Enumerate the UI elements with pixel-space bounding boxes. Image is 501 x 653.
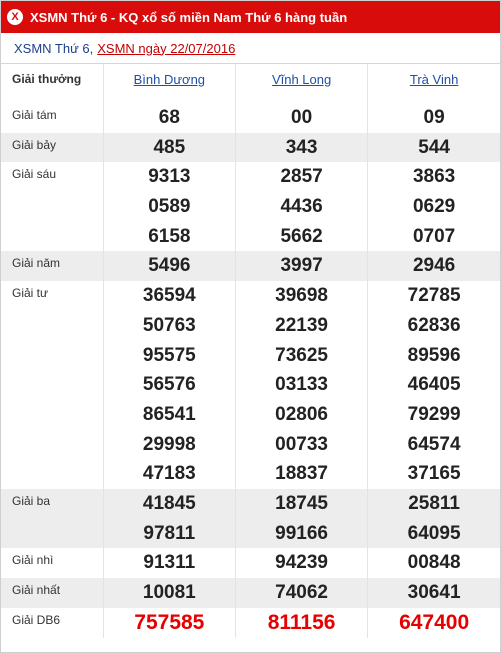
prize-number: 343 <box>285 136 318 158</box>
prize-number: 00733 <box>275 433 328 455</box>
prize-cell <box>368 578 500 608</box>
prize-cell <box>235 489 367 548</box>
prize-number: 30641 <box>407 582 461 603</box>
prize-rows <box>1 103 500 638</box>
prize-number: 00848 <box>407 552 461 574</box>
prize-number: 29998 <box>142 433 196 455</box>
prize-row <box>1 162 500 251</box>
special-prize-number: 757585 <box>134 610 205 634</box>
prize-row <box>1 251 500 281</box>
prize-number: 6158 <box>148 225 191 247</box>
prize-number: 02806 <box>275 403 328 425</box>
prize-number: 0707 <box>412 225 456 247</box>
panel-title[interactable]: XSMN Thứ 6 - KQ xổ số miền Nam Thứ 6 hàng tuần <box>30 9 348 25</box>
prize-row <box>1 608 500 638</box>
prize-number: 00 <box>291 107 313 128</box>
results-table <box>1 64 500 638</box>
prize-cell <box>235 578 367 608</box>
prize-column-header: Giải thưởng <box>1 64 103 103</box>
prize-cell <box>368 489 500 548</box>
prize-number: 46405 <box>407 374 461 396</box>
prize-cell <box>235 103 367 133</box>
prize-number: 22139 <box>275 314 328 336</box>
prize-number: 62836 <box>407 314 461 336</box>
province-link[interactable]: Trà Vinh <box>409 72 459 87</box>
prize-number: 95575 <box>142 344 196 366</box>
prize-cell <box>235 162 367 251</box>
prize-cell <box>368 103 500 133</box>
prize-number: 03133 <box>275 374 328 396</box>
prize-row <box>1 548 500 578</box>
prize-number: 64095 <box>407 522 461 544</box>
prize-label: Giải bảy <box>1 133 103 163</box>
prize-number: 9313 <box>148 166 191 188</box>
prize-cell <box>103 548 235 578</box>
prize-number: 0589 <box>148 196 191 218</box>
prize-cell <box>368 251 500 281</box>
prize-number: 86541 <box>142 403 196 425</box>
prize-number: 64574 <box>407 433 461 455</box>
prize-number: 18837 <box>275 463 328 485</box>
special-prize-number: 647400 <box>399 610 470 634</box>
prize-cell <box>368 608 500 638</box>
prize-cell <box>368 162 500 251</box>
prize-number: 91311 <box>143 552 196 574</box>
province-header <box>368 64 500 103</box>
prize-number: 18745 <box>275 492 328 514</box>
prize-number: 74062 <box>275 582 328 603</box>
prize-label: Giải tư <box>1 281 103 489</box>
prize-number: 36594 <box>142 285 196 307</box>
prize-cell <box>368 548 500 578</box>
prize-cell <box>235 251 367 281</box>
prize-cell <box>103 162 235 251</box>
province-header <box>235 64 367 103</box>
prize-number: 68 <box>158 107 180 128</box>
prize-number: 37165 <box>407 463 461 485</box>
province-link[interactable]: Vĩnh Long <box>271 72 332 87</box>
prize-row <box>1 281 500 489</box>
prize-row <box>1 103 500 133</box>
prize-row <box>1 578 500 608</box>
subheader <box>1 33 500 64</box>
prize-number: 94239 <box>275 552 328 574</box>
prize-number: 72785 <box>407 285 461 307</box>
prize-number: 544 <box>418 136 450 158</box>
prize-number: 99166 <box>275 522 328 544</box>
prize-row <box>1 133 500 163</box>
prize-number: 47183 <box>142 463 196 485</box>
prize-label: Giải nhất <box>1 578 103 608</box>
prize-number: 73625 <box>275 344 328 366</box>
prize-number: 89596 <box>407 344 461 366</box>
prize-number: 10081 <box>142 582 196 603</box>
prize-number: 0629 <box>412 196 456 218</box>
province-link[interactable]: Bình Dương <box>133 72 206 87</box>
prize-number: 79299 <box>407 403 461 425</box>
prize-cell <box>368 281 500 489</box>
prize-cell <box>235 608 367 638</box>
prize-number: 39698 <box>275 285 328 307</box>
prize-cell <box>235 133 367 163</box>
prize-cell <box>368 133 500 163</box>
prize-cell <box>103 578 235 608</box>
prize-cell <box>103 489 235 548</box>
prize-number: 5496 <box>148 255 191 277</box>
prize-number: 25811 <box>408 492 460 514</box>
subheader-prefix: XSMN Thứ 6, <box>14 40 94 56</box>
prize-number: 3863 <box>412 166 456 188</box>
prize-number: 97811 <box>143 522 196 544</box>
prize-label: Giải DB6 <box>1 608 103 638</box>
prize-cell <box>103 608 235 638</box>
province-header <box>103 64 235 103</box>
prize-label: Giải sáu <box>1 162 103 251</box>
prize-cell <box>235 548 367 578</box>
special-prize-number: 811156 <box>267 610 336 634</box>
prize-number: 56576 <box>142 374 196 396</box>
prize-cell <box>103 251 235 281</box>
prize-cell <box>103 133 235 163</box>
prize-cell <box>103 281 235 489</box>
prize-cell <box>103 103 235 133</box>
prize-number: 5662 <box>280 225 323 247</box>
prize-number: 4436 <box>280 196 323 218</box>
date-link[interactable]: XSMN ngày 22/07/2016 <box>97 40 236 56</box>
prize-number: 41845 <box>142 492 196 514</box>
prize-label: Giải tám <box>1 103 103 133</box>
panel-header <box>1 1 500 33</box>
prize-row <box>1 489 500 548</box>
prize-number: 50763 <box>142 314 196 336</box>
prize-number: 2946 <box>412 255 456 277</box>
prize-label: Giải năm <box>1 251 103 281</box>
logo-icon: X <box>7 9 23 25</box>
prize-label: Giải ba <box>1 489 103 548</box>
prize-cell <box>235 281 367 489</box>
prize-number: 3997 <box>280 255 323 277</box>
prize-number: 2857 <box>280 166 323 188</box>
prize-label: Giải nhì <box>1 548 103 578</box>
table-header-row <box>1 64 500 103</box>
prize-number: 09 <box>423 107 445 128</box>
prize-number: 485 <box>153 136 186 158</box>
